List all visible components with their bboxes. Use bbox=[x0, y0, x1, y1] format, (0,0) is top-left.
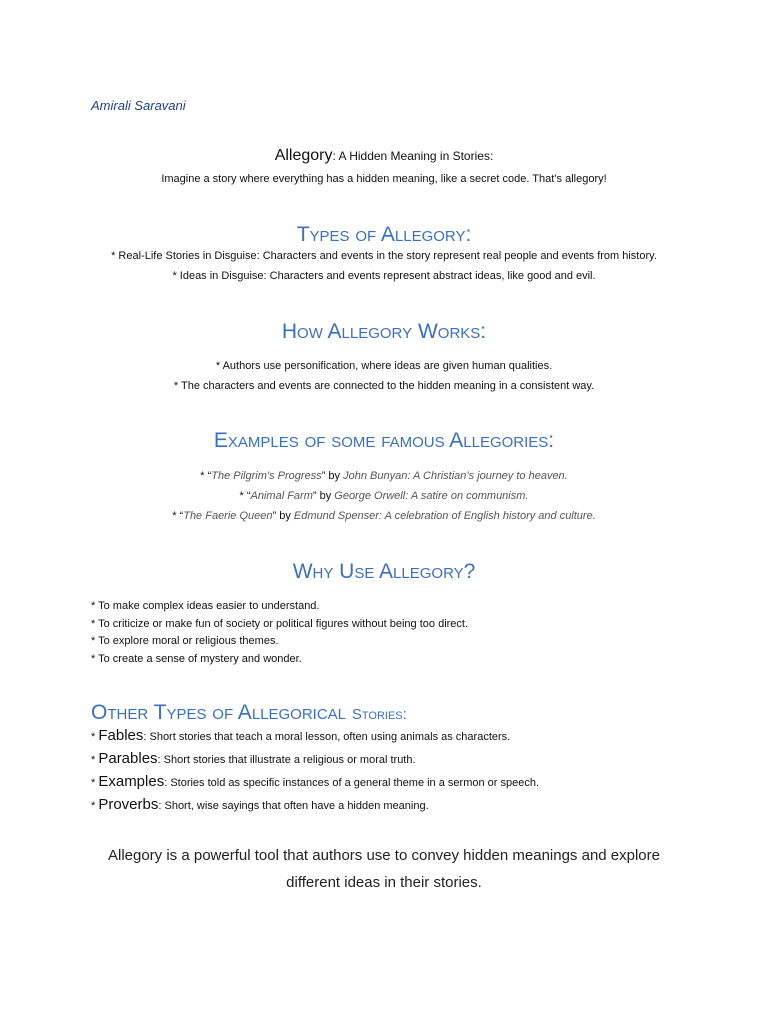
example-item bbox=[0, 486, 768, 506]
example-by: ” by bbox=[321, 470, 344, 482]
list-item: * To make complex ideas easier to understand. bbox=[91, 600, 320, 612]
intro-description: Imagine a story where everything has a hidden meaning, like a secret code. That’s allegory! bbox=[161, 173, 607, 185]
other-heading-small: Stories: bbox=[351, 706, 407, 723]
list-item: * Examples: Stories told as specific instances of a general theme in a sermon or speech. bbox=[91, 773, 540, 790]
other-term: Examples bbox=[98, 773, 165, 790]
example-desc: : A satire on communism. bbox=[405, 490, 529, 502]
intro-title bbox=[0, 147, 768, 165]
other-desc: : Stories told as specific instances of a general theme in a sermon or speech. bbox=[164, 777, 540, 789]
author-name: Amirali Saravani bbox=[91, 98, 186, 113]
other-term: Parables bbox=[98, 750, 158, 767]
other-term: Fables bbox=[98, 727, 144, 744]
example-title: The Faerie Queen bbox=[183, 510, 273, 522]
example-author: George Orwell bbox=[334, 490, 406, 502]
example-item bbox=[0, 466, 768, 486]
list-item: * Parables: Short stories that illustrate a religious or moral truth. bbox=[91, 750, 416, 767]
intro-subtitle: : A Hidden Meaning in Stories: bbox=[332, 149, 494, 163]
conclusion-text: Allegory is a powerful tool that authors use to convey hidden meanings and explore different ideas in their stories. bbox=[107, 847, 660, 891]
example-desc: : A Christian’s journey to heaven. bbox=[407, 470, 568, 482]
intro-term: Allegory bbox=[274, 147, 333, 164]
how-heading: How Allegory Works: bbox=[281, 320, 487, 343]
other-heading bbox=[91, 701, 407, 727]
other-desc: : Short, wise sayings that often have a hidden meaning. bbox=[158, 800, 429, 812]
list-item: * Proverbs: Short, wise sayings that often have a hidden meaning. bbox=[91, 796, 429, 813]
other-term: Proverbs bbox=[98, 796, 159, 813]
list-item: * To create a sense of mystery and wonder. bbox=[91, 652, 302, 665]
other-desc: : Short stories that illustrate a religious or moral truth. bbox=[157, 754, 416, 766]
list-item: * To explore moral or religious themes. bbox=[91, 635, 279, 647]
example-prefix: * “ bbox=[200, 470, 212, 482]
example-prefix: * “ bbox=[172, 510, 184, 522]
example-title: The Pilgrim’s Progress bbox=[211, 470, 322, 482]
why-list bbox=[91, 598, 468, 668]
other-list bbox=[91, 725, 539, 817]
list-item: * Fables: Short stories that teach a moral lesson, often using animals as characters. bbox=[91, 727, 511, 744]
example-author: Edmund Spenser bbox=[293, 510, 379, 522]
example-title: Animal Farm bbox=[250, 490, 313, 502]
list-item: * Ideas in Disguise: Characters and events represent abstract ideas, like good and evil. bbox=[172, 270, 596, 282]
examples-heading: Examples of some famous Allegories: bbox=[213, 429, 555, 452]
other-desc: : Short stories that teach a moral lesson, often using animals as characters. bbox=[143, 731, 511, 743]
how-list bbox=[0, 356, 768, 396]
why-heading: Why Use Allegory? bbox=[292, 560, 476, 583]
example-by: ” by bbox=[312, 490, 335, 502]
list-item: * Real-Life Stories in Disguise: Characters and events in the story represent real people and events from history. bbox=[111, 250, 657, 262]
example-author: John Bunyan bbox=[343, 470, 408, 482]
example-desc: : A celebration of English history and culture. bbox=[378, 510, 596, 522]
example-by: ” by bbox=[272, 510, 294, 522]
list-item: * Authors use personification, where ideas are given human qualities. bbox=[215, 360, 553, 372]
example-item bbox=[0, 506, 768, 526]
types-list bbox=[0, 246, 768, 286]
list-item: * The characters and events are connected to the hidden meaning in a consistent way. bbox=[173, 380, 595, 392]
example-prefix: * “ bbox=[239, 490, 251, 502]
list-item: * To criticize or make fun of society or political figures without being too direct. bbox=[91, 617, 469, 630]
other-heading-main: Other Types of Allegorical bbox=[91, 701, 347, 724]
types-heading: Types of Allegory: bbox=[296, 223, 472, 246]
examples-list bbox=[0, 466, 768, 526]
